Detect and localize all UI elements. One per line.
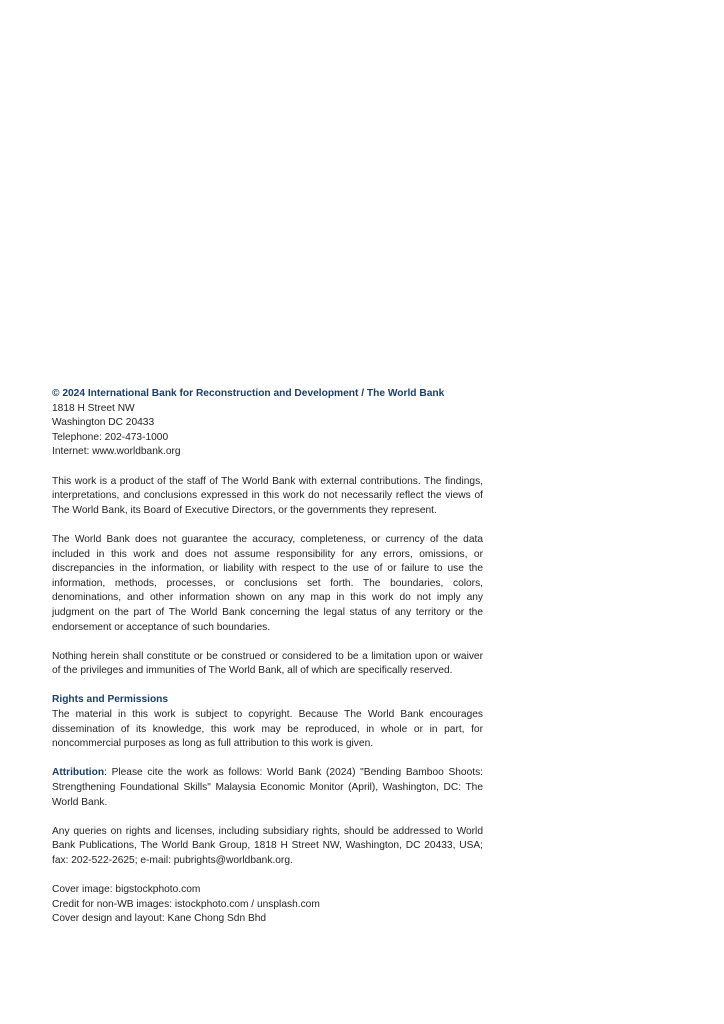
disclaimer-accuracy: The World Bank does not guarantee the accuracy, completeness, or currency of the data included in this work and does not assume responsibility for any errors, omissions, or discrepancies in the information, or liability with respect to the use of or failure to use the information, methods, processes, or conclusions set forth. The boundaries, colors, denominations, and other information shown on any map in this work do not imply any judgment on the part of The World Bank concerning the legal status of any territory or the endorsement or acceptance of such boundaries.: [52, 533, 483, 633]
rights-body: The material in this work is subject to copyright. Because The World Bank encourages dissemination of its knowledge, this work may be reproduced, in whole or in part, for noncommercial purposes as long as full attribution to this work is given.: [52, 709, 483, 750]
internet-address: Internet: www.worldbank.org: [52, 446, 181, 458]
attribution-body: : Please cite the work as follows: World Bank (2024) "Bending Bamboo Shoots: Strengthening Foundational Skills" Malaysia Economic Monitor (April), Washington, DC: The World Bank.: [52, 767, 483, 808]
disclaimer-privileges: Nothing herein shall constitute or be construed or considered to be a limitation upon or waiver of the privileges and immunities of The World Bank, all of which are specifically reserved.: [52, 650, 483, 677]
cover-image-credit: Cover image: bigstockphoto.com: [52, 884, 201, 896]
address-city: Washington DC 20433: [52, 417, 155, 429]
disclaimer-product-of-staff: This work is a product of the staff of The World Bank with external contributions. The findings, interpretations, and conclusions expressed in this work do not necessarily reflect the views of The World Bank, its Board of Executive Directors, or the governments they represent.: [52, 475, 483, 516]
attribution-paragraph: [52, 766, 483, 810]
attribution-label: Attribution: [52, 767, 105, 779]
copyright-page-content: [52, 387, 483, 927]
copyright-block: [52, 387, 483, 460]
credits-block: [52, 883, 483, 927]
rights-section: [52, 693, 483, 751]
queries-paragraph: Any queries on rights and licenses, including subsidiary rights, should be addressed to World Bank Publications, The World Bank Group, 1818 H Street NW, Washington, DC 20433, USA; fax: 202-522-2625; e-mail: pubrights@worldbank.org.: [52, 825, 483, 866]
cover-design-credit: Cover design and layout: Kane Chong Sdn Bhd: [52, 913, 267, 925]
copyright-notice: © 2024 International Bank for Reconstruction and Development / The World Bank: [52, 388, 445, 399]
address-street: 1818 H Street NW: [52, 402, 135, 414]
telephone: Telephone: 202-473-1000: [52, 431, 169, 443]
rights-heading: Rights and Permissions: [52, 694, 169, 706]
non-wb-images-credit: Credit for non-WB images: istockphoto.com / unsplash.com: [52, 898, 320, 910]
